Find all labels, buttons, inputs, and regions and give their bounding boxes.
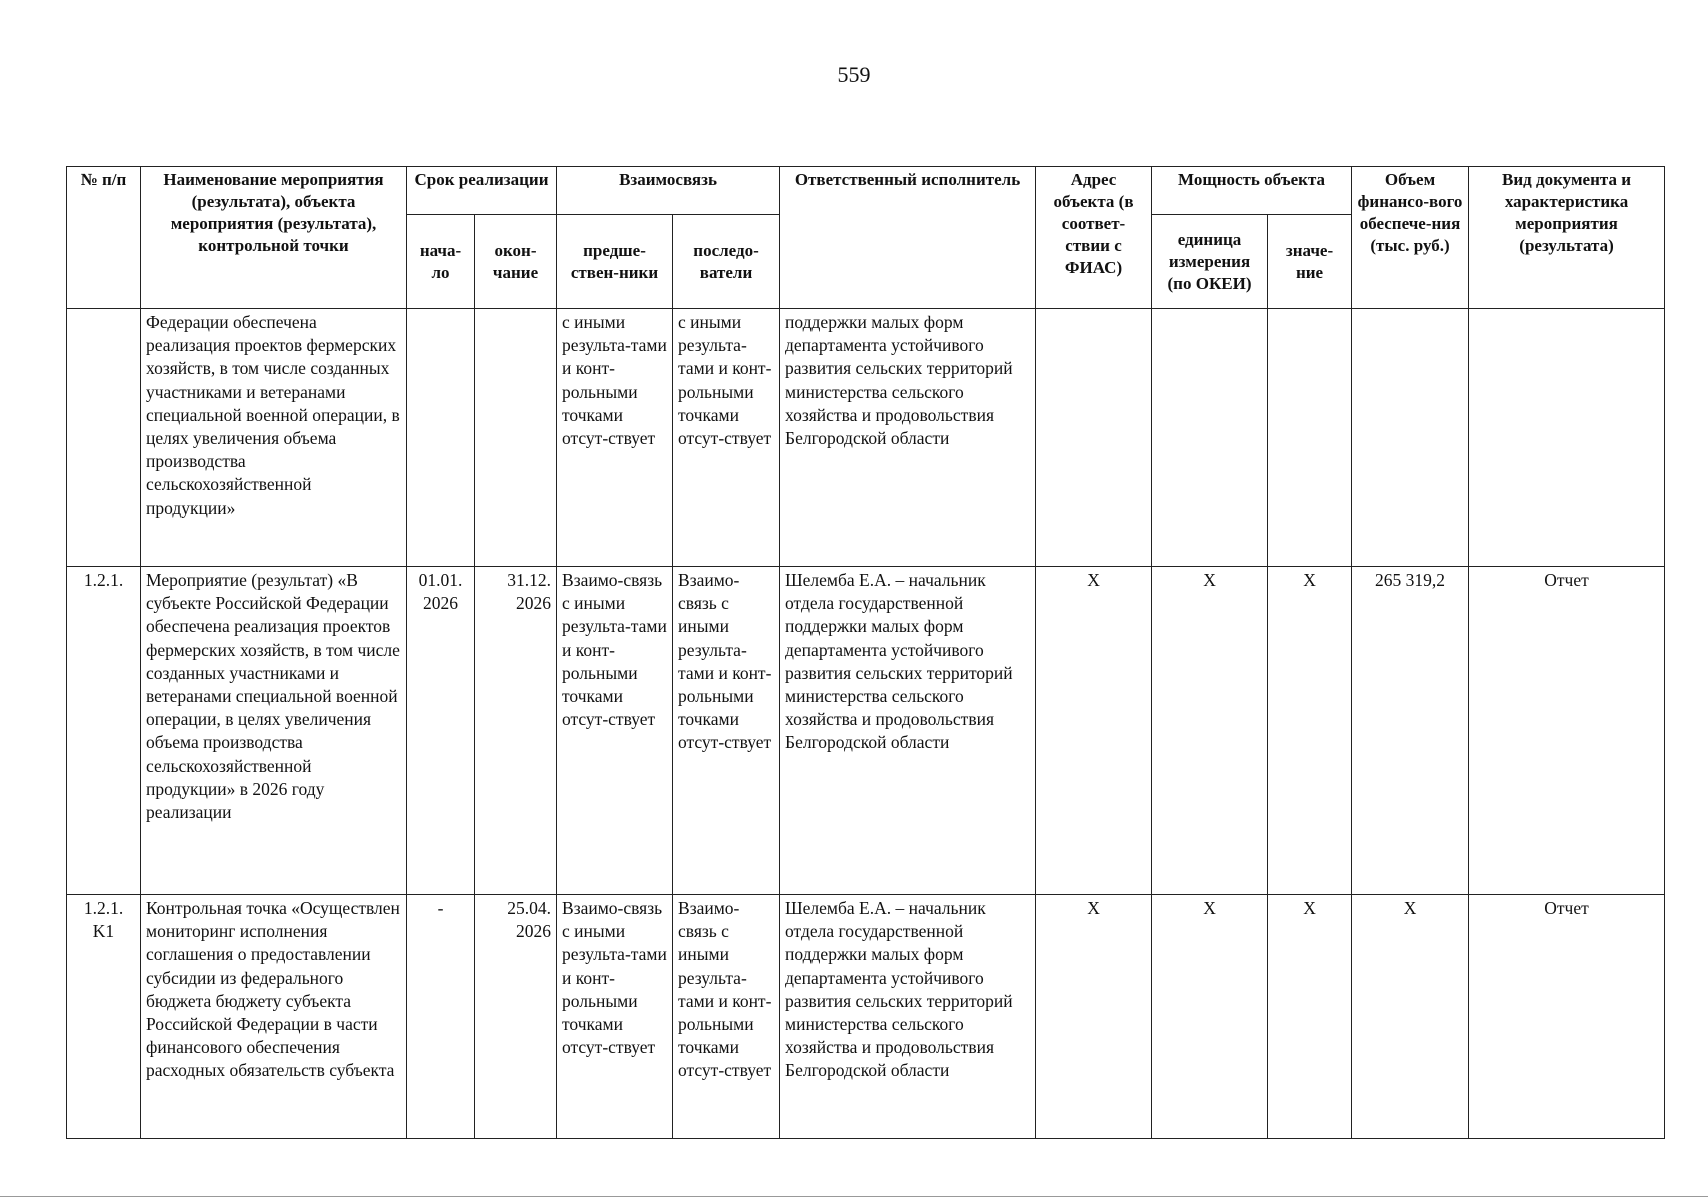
header-value: значе-ние: [1268, 215, 1352, 309]
header-responsible: Ответственный исполнитель: [780, 167, 1036, 309]
page-bottom-edge: [0, 1196, 1708, 1197]
row-succ: Взаимо-связь с иными результа-тами и конт-рольными точками отсут-ствует: [673, 567, 780, 895]
row-num: [67, 309, 141, 567]
header-pred: предше-ствен-ники: [557, 215, 673, 309]
row-name: Мероприятие (результат) «В субъекте Российской Федерации обеспечена реализация проектов фермерских хозяйств, в том числе созданных участниками и ветеранами специальной военной операции, в целях увеличения объема производства сельскохозяйственной продукции» в 2026 году реализации: [141, 567, 407, 895]
table-row: [67, 309, 1665, 567]
header-succ: последо-ватели: [673, 215, 780, 309]
header-unit: единица измерения (по ОКЕИ): [1152, 215, 1268, 309]
header-name: Наименование мероприятия (результата), объекта мероприятия (результата), контрольной точки: [141, 167, 407, 309]
table-row: [67, 895, 1665, 1139]
row-pred: Взаимо-связь с иными результа-тами и конт-рольными точками отсут-ствует: [557, 567, 673, 895]
row-address: X: [1036, 895, 1152, 1139]
row-doc: Отчет: [1469, 895, 1665, 1139]
row-finance: 265 319,2: [1352, 567, 1469, 895]
page-number: 559: [837, 62, 871, 87]
header-start: нача-ло: [407, 215, 475, 309]
header-capacity: Мощность объекта: [1152, 167, 1352, 215]
row-pred: с иными результа-тами и конт-рольными точками отсут-ствует: [557, 309, 673, 567]
header-relation: Взаимосвязь: [557, 167, 780, 215]
header-num: № п/п: [67, 167, 141, 309]
row-responsible: поддержки малых форм департамента устойчивого развития сельских территорий министерства сельского хозяйства и продовольствия Белгородской области: [780, 309, 1036, 567]
row-finance: [1352, 309, 1469, 567]
table-row: [67, 567, 1665, 895]
row-address: [1036, 309, 1152, 567]
row-num: 1.2.1.: [67, 567, 141, 895]
row-succ: Взаимо-связь с иными результа-тами и конт-рольными точками отсут-ствует: [673, 895, 780, 1139]
row-start: 01.01. 2026: [407, 567, 475, 895]
row-end: 25.04. 2026: [475, 895, 557, 1139]
row-unit: X: [1152, 567, 1268, 895]
row-unit: [1152, 309, 1268, 567]
header-end: окон-чание: [475, 215, 557, 309]
row-finance: X: [1352, 895, 1469, 1139]
row-end: 31.12. 2026: [475, 567, 557, 895]
row-start: [407, 309, 475, 567]
header-finance: Объем финансо-вого обеспече-ния (тыс. руб.): [1352, 167, 1469, 309]
row-name: Федерации обеспечена реализация проектов фермерских хозяйств, в том числе созданных участниками и ветеранами специальной военной операции, в целях увеличения объема производства сельскохозяйственной продукции»: [141, 309, 407, 567]
row-responsible: Шелемба Е.А. – начальник отдела государственной поддержки малых форм департамента устойчивого развития сельских территорий министерства сельского хозяйства и продовольствия Белгородской области: [780, 567, 1036, 895]
row-value: X: [1268, 567, 1352, 895]
row-responsible: Шелемба Е.А. – начальник отдела государственной поддержки малых форм департамента устойчивого развития сельских территорий министерства сельского хозяйства и продовольствия Белгородской области: [780, 895, 1036, 1139]
row-doc: Отчет: [1469, 567, 1665, 895]
row-end: [475, 309, 557, 567]
header-period: Срок реализации: [407, 167, 557, 215]
row-value: [1268, 309, 1352, 567]
header-doc: Вид документа и характеристика мероприятия (результата): [1469, 167, 1665, 309]
row-name: Контрольная точка «Осуществлен мониторинг исполнения соглашения о предоставлении субсидии из федерального бюджета бюджету субъекта Российской Федерации в части финансового обеспечения расходных обязательств субъекта: [141, 895, 407, 1139]
row-doc: [1469, 309, 1665, 567]
row-address: X: [1036, 567, 1152, 895]
row-start: -: [407, 895, 475, 1139]
row-unit: X: [1152, 895, 1268, 1139]
plan-table: [66, 166, 1665, 1139]
row-value: X: [1268, 895, 1352, 1139]
row-succ: с иными результа-тами и конт-рольными точками отсут-ствует: [673, 309, 780, 567]
row-num: 1.2.1. K1: [67, 895, 141, 1139]
row-pred: Взаимо-связь с иными результа-тами и конт-рольными точками отсут-ствует: [557, 895, 673, 1139]
header-address: Адрес объекта (в соответ-ствии с ФИАС): [1036, 167, 1152, 309]
